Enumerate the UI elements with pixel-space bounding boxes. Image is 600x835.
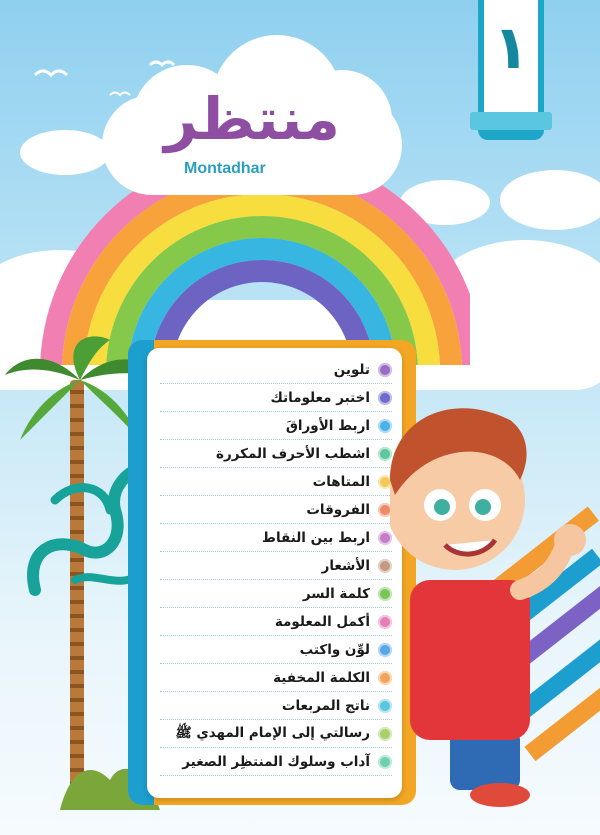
issue-badge-fold <box>470 112 552 130</box>
toc-item <box>160 692 392 720</box>
issue-number: ١ <box>492 13 530 83</box>
toc-item <box>160 440 392 468</box>
toc-item <box>160 384 392 412</box>
magazine-title-english: Montadhar <box>184 160 266 177</box>
toc-item <box>160 608 392 636</box>
toc-item-label: كلمة السر <box>302 585 370 602</box>
toc-item-label: آداب وسلوك المنتظِر الصغير <box>182 753 370 770</box>
boy-illustration <box>390 400 590 810</box>
table-of-contents <box>160 356 392 776</box>
toc-item-label: اختبر معلوماتك <box>270 389 370 406</box>
toc-item <box>160 552 392 580</box>
toc-item <box>160 720 392 748</box>
toc-item <box>160 468 392 496</box>
toc-item <box>160 580 392 608</box>
bullet-dot-icon <box>378 363 392 377</box>
toc-item <box>160 524 392 552</box>
toc-item-label: اشطب الأحرف المكررة <box>216 445 370 462</box>
toc-item <box>160 412 392 440</box>
toc-item <box>160 664 392 692</box>
toc-item-label: الفروقات <box>306 501 370 518</box>
toc-item-label: تلوين <box>333 361 370 378</box>
toc-item-label: الكلمة المخفية <box>273 669 370 686</box>
toc-item <box>160 636 392 664</box>
toc-item-label: رسالتي إلى الإمام المهدي ﷺ <box>175 724 370 741</box>
toc-item-label: المتاهات <box>312 473 370 490</box>
magazine-title-arabic: منتظر <box>164 85 340 153</box>
toc-item <box>160 356 392 384</box>
toc-item-label: أكمل المعلومة <box>274 613 370 630</box>
toc-item <box>160 748 392 776</box>
toc-item-label: اربط الأوراقَ <box>285 417 370 434</box>
toc-item-label: ناتج المربعات <box>281 697 370 714</box>
toc-item <box>160 496 392 524</box>
toc-item-label: اربط بين النقاط <box>261 529 370 546</box>
toc-item-label: الأشعار <box>321 557 370 574</box>
toc-item-label: لوِّن واكتب <box>299 641 370 658</box>
